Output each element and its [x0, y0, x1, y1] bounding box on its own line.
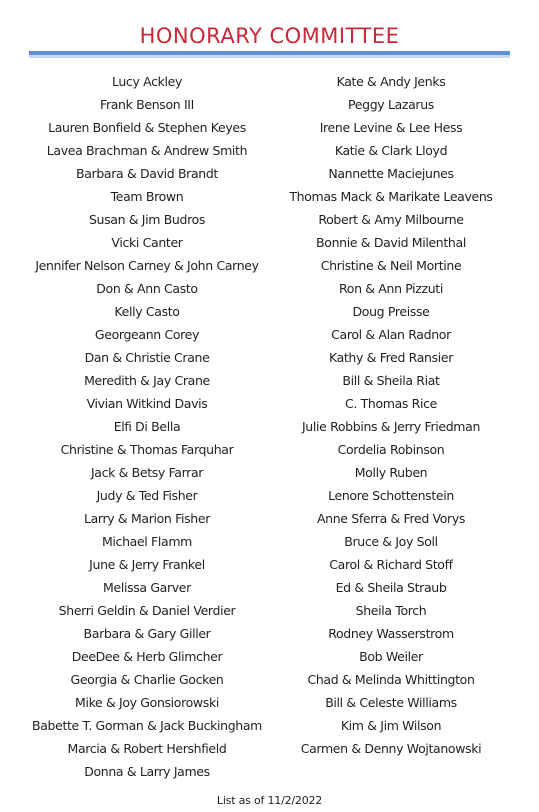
- committee-member: Katie & Clark Lloyd: [334, 143, 448, 158]
- committee-member: Carmen & Denny Wojtanowski: [300, 741, 482, 756]
- committee-member: Anne Sferra & Fred Vorys: [316, 511, 466, 526]
- page-title: HONORARY COMMITTEE: [139, 24, 400, 48]
- committee-member: Peggy Lazarus: [348, 97, 434, 112]
- committee-member: Barbara & Gary Giller: [83, 626, 211, 641]
- committee-member: Lenore Schottenstein: [328, 488, 454, 503]
- committee-member: Ed & Sheila Straub: [335, 580, 447, 595]
- committee-member: Rodney Wasserstrom: [328, 626, 454, 641]
- committee-member: Nannette Maciejunes: [328, 166, 454, 181]
- committee-member: Judy & Ted Fisher: [96, 488, 198, 503]
- committee-member: Lucy Ackley: [111, 74, 183, 89]
- committee-member: Team Brown: [110, 189, 184, 204]
- committee-member: Vicki Canter: [111, 235, 183, 250]
- committee-member: DeeDee & Herb Glimcher: [71, 649, 223, 664]
- committee-member: Lavea Brachman & Andrew Smith: [46, 143, 248, 158]
- committee-member: Donna & Larry James: [84, 764, 210, 779]
- committee-member: Georgeann Corey: [94, 327, 200, 342]
- committee-member: Babette T. Gorman & Jack Buckingham: [31, 718, 262, 733]
- committee-member: Michael Flamm: [102, 534, 192, 549]
- committee-member: Thomas Mack & Marikate Leavens: [289, 189, 493, 204]
- committee-member: Frank Benson III: [100, 97, 194, 112]
- committee-member: Kelly Casto: [114, 304, 180, 319]
- committee-member: Melissa Garver: [103, 580, 191, 595]
- right-name-column: [278, 70, 504, 760]
- title-rule-shadow: [29, 55, 510, 58]
- left-name-column: [18, 70, 276, 783]
- committee-member: C. Thomas Rice: [344, 396, 438, 411]
- committee-member: Julie Robbins & Jerry Friedman: [301, 419, 481, 434]
- committee-member: Christine & Thomas Farquhar: [60, 442, 234, 457]
- committee-member: Irene Levine & Lee Hess: [319, 120, 463, 135]
- committee-member: Lauren Bonfield & Stephen Keyes: [48, 120, 246, 135]
- committee-member: Sheila Torch: [355, 603, 427, 618]
- committee-member: Cordelia Robinson: [337, 442, 445, 457]
- committee-member: Bonnie & David Milenthal: [316, 235, 466, 250]
- committee-member: Larry & Marion Fisher: [83, 511, 211, 526]
- committee-member: Jack & Betsy Farrar: [90, 465, 204, 480]
- committee-member: Kathy & Fred Ransier: [328, 350, 454, 365]
- committee-member: Marcia & Robert Hershfield: [67, 741, 227, 756]
- committee-member: Jennifer Nelson Carney & John Carney: [35, 258, 259, 273]
- committee-member: Bill & Sheila Riat: [342, 373, 440, 388]
- committee-member: Dan & Christie Crane: [84, 350, 210, 365]
- committee-member: Ron & Ann Pizzuti: [339, 281, 443, 296]
- committee-member: Barbara & David Brandt: [76, 166, 218, 181]
- committee-member: Elfi Di Bella: [113, 419, 181, 434]
- committee-member: Carol & Richard Stoff: [329, 557, 453, 572]
- committee-member: Doug Preisse: [352, 304, 430, 319]
- committee-member: Christine & Neil Mortine: [320, 258, 462, 273]
- committee-member: June & Jerry Frankel: [89, 557, 205, 572]
- committee-member: Bill & Celeste Williams: [325, 695, 457, 710]
- committee-member: Kim & Jim Wilson: [340, 718, 442, 733]
- committee-member: Bob Weiler: [359, 649, 423, 664]
- committee-member: Carol & Alan Radnor: [331, 327, 451, 342]
- committee-member: Bruce & Joy Soll: [344, 534, 438, 549]
- committee-member: Mike & Joy Gonsiorowski: [75, 695, 219, 710]
- committee-member: Georgia & Charlie Gocken: [70, 672, 224, 687]
- committee-member: Kate & Andy Jenks: [336, 74, 446, 89]
- committee-member: Molly Ruben: [354, 465, 428, 480]
- committee-member: Vivian Witkind Davis: [86, 396, 208, 411]
- committee-member: Don & Ann Casto: [96, 281, 198, 296]
- committee-member: Susan & Jim Budros: [88, 212, 206, 227]
- committee-member: Chad & Melinda Whittington: [307, 672, 475, 687]
- committee-member: Meredith & Jay Crane: [84, 373, 210, 388]
- committee-member: Robert & Amy Milbourne: [318, 212, 464, 227]
- committee-member: Sherri Geldin & Daniel Verdier: [58, 603, 236, 618]
- list-date-footnote: List as of 11/2/2022: [216, 794, 323, 807]
